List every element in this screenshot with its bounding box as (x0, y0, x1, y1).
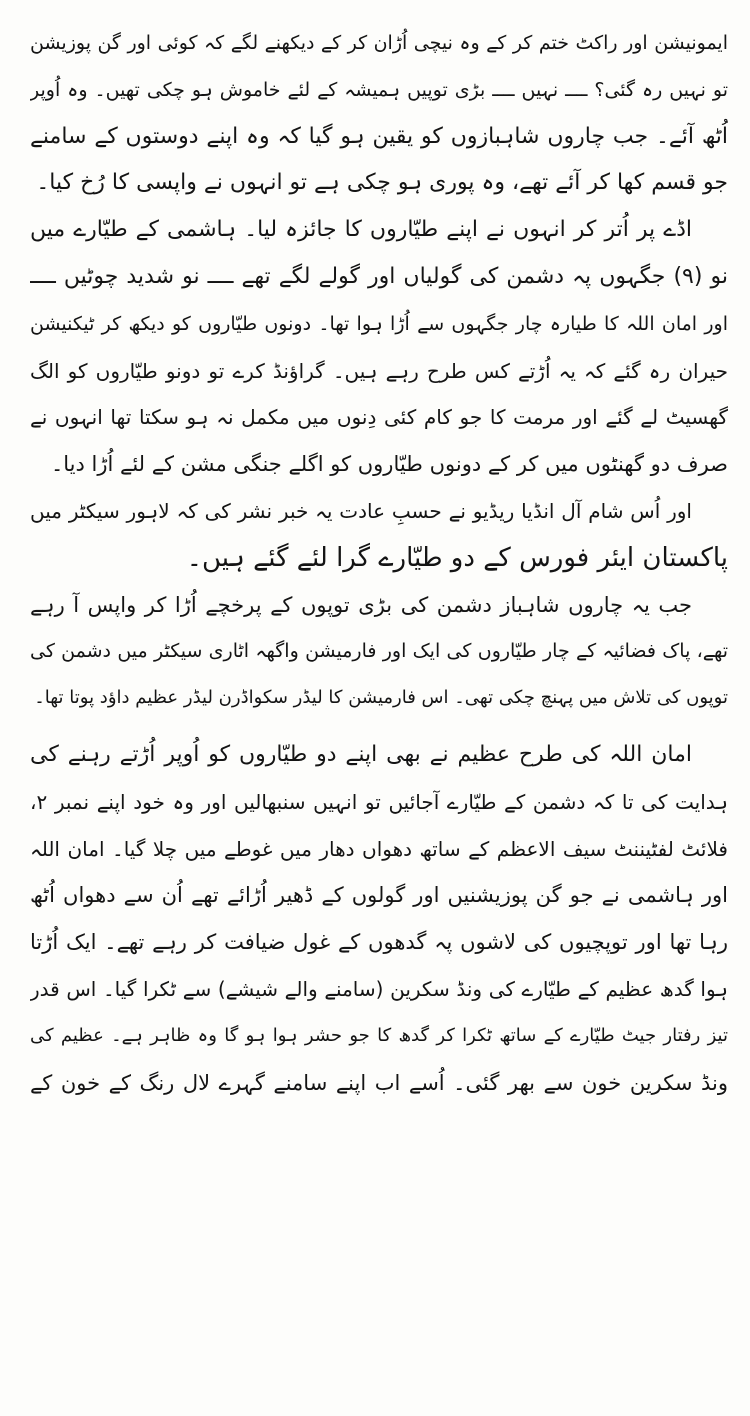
text-line: اور ہاشمی نے جو گن پوزیشنیں اور گولوں کے ڈھیر اُڑائے تھے اُن سے دھواں اُٹھ (30, 883, 728, 908)
text-line: ایمونیشن اور راکٹ ختم کر کے وہ نیچی اُڑان کر کے دیکھنے لگے کہ کوئی اور گن پوزیشن (30, 32, 728, 54)
text-line: امان اللہ کی طرح عظیم نے بھی اپنے دو طیّاروں کو اُوپر اُڑتے رہنے کی (30, 741, 692, 767)
text-line: تھے، پاک فضائیہ کے چار طیّاروں کی ایک اور فارمیشن واگھہ اٹاری سیکٹر میں دشمن کی (30, 640, 728, 663)
paragraph-2 (30, 207, 728, 488)
text-line: حیران رہ گئے کہ یہ اُڑتے کس طرح رہے ہیں۔ گراؤنڈ کرے تو دونو طیّاروں کو الگ (30, 358, 728, 383)
text-line: اور امان اللہ کا طیارہ چار جگہوں سے اُڑا ہوا تھا۔ دونوں طیّاروں کو دیکھ کر ٹیکنیشن (30, 312, 728, 335)
text-line: رہا تھا اور توپچیوں کی لاشوں پہ گدھوں کے غول ضیافت کر رہے تھے۔ ایک اُڑتا (30, 930, 728, 955)
text-line: فلائٹ لفٹیننٹ سیف الاعظم کے ساتھ دھواں دھار میں غوطے میں چلا گیا۔ امان اللہ (30, 836, 728, 861)
text-line: نو (۹) جگہوں پہ دشمن کی گولیاں اور گولے لگے تھے ــــ نو شدید چوٹیں ــــ (30, 263, 728, 289)
text-line: صرف دو گھنٹوں میں کر کے دونوں طیّاروں کو اگلے جنگی مشن کے لئے اُڑا دیا۔ (50, 452, 728, 477)
text-line: ہوا گدھ عظیم کے طیّارے کی ونڈ سکرین (سامنے والے شیشے) سے ٹکرا گیا۔ اس قدر (30, 976, 728, 1001)
text-line: اڈے پر اُتر کر انہوں نے اپنے طیّاروں کا جائزہ لیا۔ ہاشمی کے طیّارے میں (30, 217, 692, 243)
text-line: جو قسم کھا کر آئے تھے، وہ پوری ہو چکی ہے تو انہوں نے واپسی کا رُخ کیا۔ (36, 170, 728, 196)
paragraph-4 (30, 582, 728, 722)
text-line: اُٹھ آئے۔ جب چاروں شاہبازوں کو یقین ہو گیا کہ وہ اپنے دوستوں کے سامنے (30, 123, 728, 149)
paragraph-spacer (30, 722, 728, 732)
text-line: جب یہ چاروں شاہباز دشمن کی بڑی توپوں کے پرخچے اُڑا کر واپس آ رہے (30, 592, 692, 617)
text-line: توپوں کی تلاش میں پہنچ چکی تھی۔ اس فارمیشن کا لیڈر سکواڈرن لیڈر عظیم داؤد پوتا تھا۔ (34, 687, 728, 709)
text-line: تو نہیں رہ گئی؟ ــــ نہیں ــــ بڑی توپیں ہمیشہ کے لئے خاموش ہو چکی تھیں۔ وہ اُوپر (30, 78, 728, 101)
text-line: گھسیٹ لے گئے اور مرمت کا جو کام کئی دِنوں میں مکمل نہ ہو سکتا تھا انہوں نے (30, 405, 728, 430)
text-line: ہدایت کی تا کہ دشمن کے طیّارے آجائیں تو انہیں سنبھالیں اور وہ خود اپنے نمبر ۲، (30, 789, 728, 814)
paragraph-3 (30, 488, 728, 582)
text-line: اور اُس شام آل انڈیا ریڈیو نے حسبِ عادت یہ خبر نشر کی کہ لاہور سیکٹر میں (30, 498, 692, 523)
text-line: پاکستان ایئر فورس کے دو طیّارے گرا لئے گئے ہیں۔ (186, 542, 728, 573)
paragraph-1 (30, 20, 728, 207)
text-line: ونڈ سکرین خون سے بھر گئی۔ اُسے اب اپنے سامنے گہرے لال رنگ کے خون کے (30, 1070, 728, 1095)
text-line: تیز رفتار جیٹ طیّارے کے ساتھ ٹکرا کر گدھ کا جو حشر ہوا ہو گا وہ ظاہر ہے۔ عظیم کی (30, 1024, 728, 1046)
paragraph-5 (30, 732, 728, 1106)
